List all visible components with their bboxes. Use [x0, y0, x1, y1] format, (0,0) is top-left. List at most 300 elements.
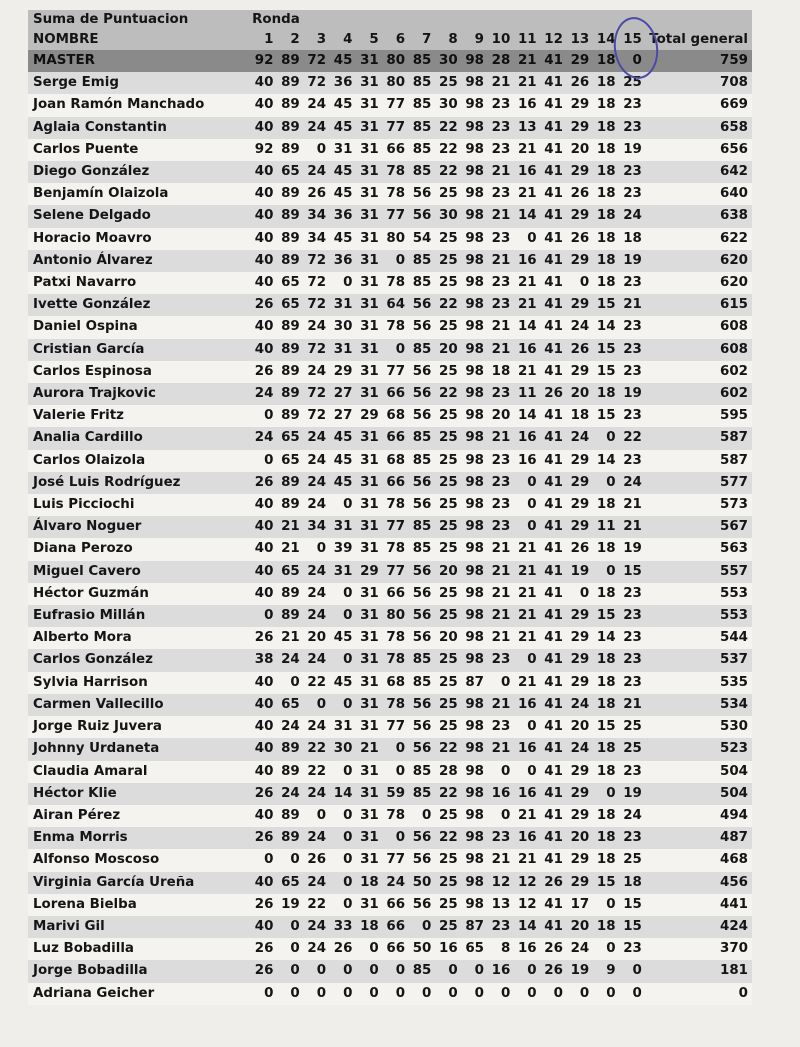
score-cell: 40 [250, 117, 276, 139]
score-cell: 23 [487, 294, 513, 316]
score-cell: 17 [566, 894, 592, 916]
score-cell: 0 [329, 494, 355, 516]
score-cell: 26 [566, 183, 592, 205]
table-row [28, 983, 752, 1005]
score-cell: 29 [566, 361, 592, 383]
table-row [28, 872, 752, 894]
score-cell: 56 [408, 294, 434, 316]
score-cell: 0 [329, 805, 355, 827]
total-cell: 181 [645, 960, 752, 982]
table-row [28, 405, 752, 427]
score-cell: 19 [619, 139, 645, 161]
score-cell: 30 [329, 316, 355, 338]
score-cell: 16 [513, 450, 539, 472]
score-cell: 23 [487, 117, 513, 139]
score-cell: 41 [540, 250, 566, 272]
score-cell: 22 [434, 161, 460, 183]
round-11-header: 11 [513, 30, 539, 50]
score-cell: 98 [461, 250, 487, 272]
score-cell: 31 [329, 339, 355, 361]
score-cell: 45 [329, 50, 355, 72]
score-cell: 65 [276, 427, 302, 449]
score-cell: 25 [434, 849, 460, 871]
score-cell: 31 [329, 516, 355, 538]
score-cell: 18 [592, 72, 618, 94]
score-cell: 21 [619, 516, 645, 538]
score-cell: 66 [382, 894, 408, 916]
score-cell: 45 [329, 427, 355, 449]
score-cell: 19 [619, 538, 645, 560]
round-6-header: 6 [382, 30, 408, 50]
score-cell: 0 [276, 916, 302, 938]
player-name: Enma Morris [28, 827, 250, 849]
player-name: Valerie Fritz [28, 405, 250, 427]
score-cell: 21 [513, 583, 539, 605]
total-cell: 640 [645, 183, 752, 205]
score-cell: 14 [513, 405, 539, 427]
score-cell: 31 [355, 627, 381, 649]
score-cell: 16 [513, 161, 539, 183]
score-cell: 29 [566, 805, 592, 827]
score-cell: 56 [408, 183, 434, 205]
score-cell: 24 [382, 872, 408, 894]
score-cell: 16 [513, 694, 539, 716]
score-cell: 23 [487, 516, 513, 538]
score-cell: 40 [250, 761, 276, 783]
score-cell: 41 [540, 117, 566, 139]
score-cell: 85 [408, 960, 434, 982]
score-cell: 0 [250, 983, 276, 1005]
score-cell: 21 [513, 538, 539, 560]
table-row [28, 450, 752, 472]
score-cell: 16 [513, 427, 539, 449]
score-cell: 92 [250, 50, 276, 72]
score-cell: 0 [355, 960, 381, 982]
table-row [28, 738, 752, 760]
table-row [28, 627, 752, 649]
score-cell: 31 [355, 605, 381, 627]
score-cell: 24 [619, 205, 645, 227]
score-cell: 20 [566, 916, 592, 938]
score-cell: 98 [461, 272, 487, 294]
score-cell: 89 [276, 494, 302, 516]
score-cell: 18 [592, 94, 618, 116]
round-10-header: 10 [487, 30, 513, 50]
score-cell: 24 [303, 361, 329, 383]
score-cell: 31 [355, 94, 381, 116]
score-cell: 18 [592, 228, 618, 250]
score-cell: 56 [408, 716, 434, 738]
score-cell: 23 [619, 117, 645, 139]
score-cell: 30 [434, 205, 460, 227]
score-cell: 23 [619, 316, 645, 338]
total-column-header: Total general [645, 30, 752, 50]
score-cell: 0 [276, 960, 302, 982]
score-cell: 21 [487, 605, 513, 627]
score-cell: 85 [408, 72, 434, 94]
table-row [28, 605, 752, 627]
score-cell: 40 [250, 738, 276, 760]
score-cell: 0 [382, 339, 408, 361]
score-cell: 18 [592, 916, 618, 938]
round-9-header: 9 [461, 30, 487, 50]
score-cell: 23 [619, 272, 645, 294]
score-cell: 14 [329, 783, 355, 805]
score-cell: 39 [329, 538, 355, 560]
total-cell: 537 [645, 649, 752, 671]
score-cell: 29 [566, 761, 592, 783]
score-cell: 21 [487, 583, 513, 605]
score-cell: 23 [487, 450, 513, 472]
table-row [28, 960, 752, 982]
score-cell: 29 [566, 516, 592, 538]
score-cell: 40 [250, 161, 276, 183]
score-cell: 0 [592, 472, 618, 494]
total-cell: 530 [645, 716, 752, 738]
total-cell: 642 [645, 161, 752, 183]
score-cell: 31 [355, 272, 381, 294]
score-cell: 0 [329, 849, 355, 871]
score-cell: 24 [303, 716, 329, 738]
score-cell: 18 [592, 183, 618, 205]
score-cell: 40 [250, 72, 276, 94]
score-cell: 18 [566, 405, 592, 427]
score-cell: 0 [250, 605, 276, 627]
score-cell: 24 [303, 117, 329, 139]
table-row [28, 827, 752, 849]
score-cell: 0 [592, 938, 618, 960]
score-cell: 12 [513, 872, 539, 894]
score-cell: 40 [250, 583, 276, 605]
score-cell: 11 [513, 383, 539, 405]
score-cell: 0 [382, 827, 408, 849]
score-cell: 22 [434, 827, 460, 849]
score-cell: 25 [434, 605, 460, 627]
score-cell: 98 [461, 205, 487, 227]
score-cell: 77 [382, 849, 408, 871]
score-cell: 27 [329, 383, 355, 405]
player-name: Virginia García Ureña [28, 872, 250, 894]
score-cell: 98 [461, 316, 487, 338]
score-cell: 18 [592, 50, 618, 72]
score-cell: 18 [487, 361, 513, 383]
score-cell: 27 [329, 405, 355, 427]
score-cell: 77 [382, 516, 408, 538]
score-cell: 59 [382, 783, 408, 805]
round-5-header: 5 [355, 30, 381, 50]
score-cell: 98 [461, 339, 487, 361]
score-cell: 24 [303, 872, 329, 894]
score-cell: 41 [540, 316, 566, 338]
score-cell: 15 [592, 294, 618, 316]
score-cell: 25 [434, 583, 460, 605]
score-cell: 98 [461, 561, 487, 583]
table-row [28, 339, 752, 361]
score-cell: 98 [461, 139, 487, 161]
score-cell: 14 [592, 316, 618, 338]
score-cell: 23 [619, 361, 645, 383]
score-cell: 85 [408, 250, 434, 272]
score-cell: 31 [355, 205, 381, 227]
score-cell: 56 [408, 561, 434, 583]
player-name: Carlos Espinosa [28, 361, 250, 383]
score-cell: 23 [487, 228, 513, 250]
score-cell: 89 [276, 250, 302, 272]
score-cell: 98 [461, 627, 487, 649]
total-cell: 567 [645, 516, 752, 538]
score-cell: 98 [461, 450, 487, 472]
round-14-header: 14 [592, 30, 618, 50]
score-cell: 29 [355, 405, 381, 427]
score-cell: 40 [250, 516, 276, 538]
score-cell: 25 [434, 427, 460, 449]
score-cell: 41 [540, 561, 566, 583]
total-cell: 573 [645, 494, 752, 516]
score-cell: 85 [408, 161, 434, 183]
score-cell: 0 [434, 960, 460, 982]
score-cell: 20 [434, 561, 460, 583]
table-row [28, 272, 752, 294]
score-cell: 25 [434, 472, 460, 494]
score-cell: 26 [250, 294, 276, 316]
score-cell: 0 [540, 983, 566, 1005]
score-cell: 98 [461, 738, 487, 760]
score-cell: 0 [513, 761, 539, 783]
score-cell: 22 [303, 672, 329, 694]
player-name: Horacio Moavro [28, 228, 250, 250]
score-cell: 23 [487, 383, 513, 405]
score-cell: 21 [513, 805, 539, 827]
score-cell: 29 [566, 783, 592, 805]
table-row [28, 139, 752, 161]
score-cell: 68 [382, 405, 408, 427]
player-name: Héctor Klie [28, 783, 250, 805]
score-cell: 41 [540, 783, 566, 805]
score-cell: 24 [303, 783, 329, 805]
score-cell: 21 [513, 139, 539, 161]
table-row [28, 427, 752, 449]
player-name: Sylvia Harrison [28, 672, 250, 694]
score-cell: 16 [487, 960, 513, 982]
score-cell: 0 [619, 960, 645, 982]
score-cell: 31 [355, 649, 381, 671]
score-cell: 31 [355, 139, 381, 161]
total-cell: 608 [645, 316, 752, 338]
score-cell: 98 [461, 849, 487, 871]
score-cell: 18 [592, 694, 618, 716]
score-cell: 89 [276, 50, 302, 72]
score-cell: 19 [619, 250, 645, 272]
score-cell: 12 [487, 872, 513, 894]
table-row [28, 694, 752, 716]
score-cell: 23 [619, 827, 645, 849]
score-cell: 0 [408, 805, 434, 827]
score-cell: 24 [303, 427, 329, 449]
player-name: Selene Delgado [28, 205, 250, 227]
score-cell: 26 [250, 827, 276, 849]
score-cell: 23 [487, 716, 513, 738]
score-cell: 28 [434, 761, 460, 783]
score-cell: 18 [355, 872, 381, 894]
table-row [28, 316, 752, 338]
score-cell: 89 [276, 117, 302, 139]
score-cell: 41 [540, 605, 566, 627]
score-cell: 72 [303, 339, 329, 361]
score-cell: 25 [434, 228, 460, 250]
score-cell: 85 [408, 272, 434, 294]
player-name: Miguel Cavero [28, 561, 250, 583]
score-cell: 19 [276, 894, 302, 916]
player-name: Carlos Olaizola [28, 450, 250, 472]
score-cell: 56 [408, 383, 434, 405]
score-cell: 98 [461, 761, 487, 783]
score-cell: 41 [540, 538, 566, 560]
score-cell: 65 [276, 561, 302, 583]
score-cell: 40 [250, 872, 276, 894]
score-cell: 41 [540, 427, 566, 449]
score-cell: 87 [461, 672, 487, 694]
score-cell: 66 [382, 139, 408, 161]
score-cell: 18 [592, 849, 618, 871]
score-cell: 25 [434, 805, 460, 827]
score-cell: 98 [461, 50, 487, 72]
score-cell: 68 [382, 450, 408, 472]
score-cell: 0 [513, 494, 539, 516]
total-cell: 658 [645, 117, 752, 139]
score-cell: 89 [276, 761, 302, 783]
score-cell: 0 [566, 272, 592, 294]
score-cell: 25 [434, 538, 460, 560]
score-cell: 98 [461, 94, 487, 116]
score-cell: 14 [513, 205, 539, 227]
score-cell: 98 [461, 405, 487, 427]
score-cell: 78 [382, 494, 408, 516]
score-cell: 21 [487, 738, 513, 760]
score-cell: 0 [329, 761, 355, 783]
round-2-header: 2 [276, 30, 302, 50]
score-cell: 20 [566, 827, 592, 849]
ronda-label: Ronda [250, 10, 355, 30]
score-cell: 50 [408, 938, 434, 960]
score-cell: 0 [487, 761, 513, 783]
score-cell: 89 [276, 316, 302, 338]
score-cell: 0 [592, 783, 618, 805]
score-cell: 41 [540, 405, 566, 427]
score-cell: 20 [566, 716, 592, 738]
score-cell: 41 [540, 72, 566, 94]
score-cell: 29 [566, 450, 592, 472]
score-cell: 12 [513, 894, 539, 916]
score-cell: 15 [592, 605, 618, 627]
score-cell: 25 [434, 272, 460, 294]
player-name: Diana Perozo [28, 538, 250, 560]
score-cell: 45 [329, 672, 355, 694]
score-cell: 23 [619, 938, 645, 960]
score-cell: 25 [434, 250, 460, 272]
round-8-header: 8 [434, 30, 460, 50]
score-cell: 77 [382, 716, 408, 738]
score-cell: 56 [408, 205, 434, 227]
round-12-header: 12 [540, 30, 566, 50]
score-cell: 50 [408, 872, 434, 894]
score-cell: 72 [303, 50, 329, 72]
score-cell: 18 [592, 139, 618, 161]
score-cell: 23 [487, 94, 513, 116]
score-cell: 45 [329, 94, 355, 116]
score-cell: 98 [461, 516, 487, 538]
score-cell: 25 [434, 183, 460, 205]
table-row [28, 894, 752, 916]
score-cell: 98 [461, 427, 487, 449]
score-cell: 0 [619, 50, 645, 72]
score-cell: 24 [303, 938, 329, 960]
score-cell: 24 [303, 649, 329, 671]
player-name: Daniel Ospina [28, 316, 250, 338]
score-cell: 18 [619, 228, 645, 250]
score-cell: 21 [487, 427, 513, 449]
score-cell: 0 [303, 538, 329, 560]
score-cell: 24 [566, 694, 592, 716]
score-cell: 16 [513, 94, 539, 116]
score-cell: 24 [566, 738, 592, 760]
score-cell: 40 [250, 916, 276, 938]
round-13-header: 13 [566, 30, 592, 50]
score-cell: 41 [540, 161, 566, 183]
table-row [28, 516, 752, 538]
score-cell: 23 [487, 183, 513, 205]
score-cell: 21 [487, 161, 513, 183]
total-cell: 708 [645, 72, 752, 94]
table-row [28, 916, 752, 938]
score-cell: 18 [592, 672, 618, 694]
score-cell: 31 [329, 139, 355, 161]
score-cell: 0 [329, 272, 355, 294]
score-cell: 34 [303, 205, 329, 227]
total-cell: 553 [645, 605, 752, 627]
score-cell: 21 [487, 72, 513, 94]
score-cell: 25 [619, 72, 645, 94]
score-cell: 19 [566, 960, 592, 982]
score-cell: 26 [303, 849, 329, 871]
score-cell: 0 [303, 805, 329, 827]
score-cell: 66 [382, 583, 408, 605]
score-cell: 29 [566, 627, 592, 649]
score-cell: 21 [619, 294, 645, 316]
score-cell: 31 [355, 894, 381, 916]
score-cell: 98 [461, 183, 487, 205]
score-cell: 0 [382, 250, 408, 272]
score-cell: 0 [566, 983, 592, 1005]
player-name: Lorena Bielba [28, 894, 250, 916]
player-name: Benjamín Olaizola [28, 183, 250, 205]
score-cell: 26 [250, 938, 276, 960]
score-cell: 21 [513, 627, 539, 649]
score-cell: 21 [355, 738, 381, 760]
score-cell: 29 [566, 161, 592, 183]
score-cell: 29 [566, 849, 592, 871]
total-cell: 0 [645, 983, 752, 1005]
player-name: Héctor Guzmán [28, 583, 250, 605]
score-cell: 31 [355, 672, 381, 694]
score-cell: 0 [250, 405, 276, 427]
score-cell: 21 [513, 50, 539, 72]
score-cell: 98 [461, 694, 487, 716]
score-cell: 0 [487, 805, 513, 827]
score-cell: 40 [250, 316, 276, 338]
score-cell: 98 [461, 783, 487, 805]
score-cell: 26 [566, 339, 592, 361]
score-cell: 18 [592, 649, 618, 671]
